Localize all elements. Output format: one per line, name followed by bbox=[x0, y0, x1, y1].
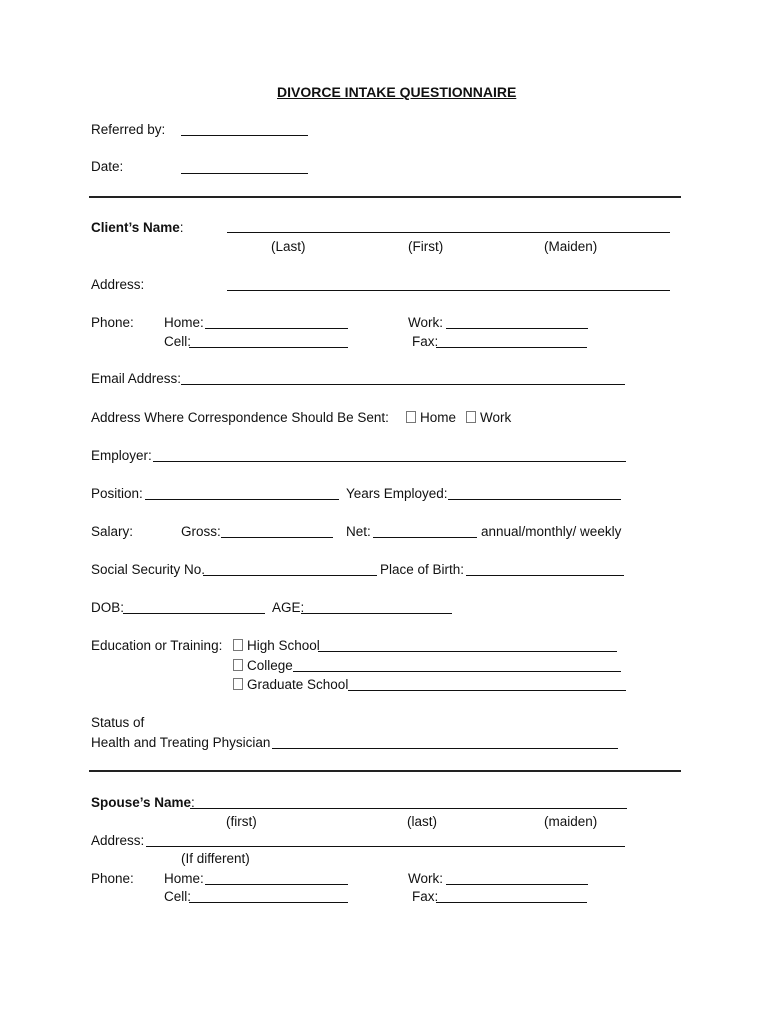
net-field[interactable] bbox=[373, 537, 477, 538]
graduate-school-field[interactable] bbox=[348, 690, 626, 691]
client-last-caption: (Last) bbox=[271, 239, 306, 254]
gross-label: Gross: bbox=[181, 524, 221, 539]
employer-field[interactable] bbox=[153, 461, 626, 462]
net-label: Net: bbox=[346, 524, 371, 539]
spouse-home-phone-field[interactable] bbox=[205, 884, 348, 885]
client-cell-field[interactable] bbox=[189, 347, 348, 348]
dob-field[interactable] bbox=[123, 613, 265, 614]
ssn-field[interactable] bbox=[203, 575, 377, 576]
referred-by-field[interactable] bbox=[181, 135, 308, 136]
age-field[interactable] bbox=[301, 613, 452, 614]
spouse-first-caption: (first) bbox=[226, 814, 257, 829]
ssn-label: Social Security No. bbox=[91, 562, 206, 577]
education-high-school-option[interactable]: High School bbox=[233, 638, 320, 654]
correspondence-work-option[interactable]: Work bbox=[466, 410, 511, 426]
spouse-last-caption: (last) bbox=[407, 814, 437, 829]
client-name-field[interactable] bbox=[227, 232, 670, 233]
education-label: Education or Training: bbox=[91, 638, 223, 653]
client-name-label: Client’s Name: bbox=[91, 220, 184, 235]
date-field[interactable] bbox=[181, 173, 308, 174]
salary-period-label: annual/monthly/ weekly bbox=[481, 524, 622, 539]
client-phone-label: Phone: bbox=[91, 315, 134, 330]
date-label: Date: bbox=[91, 159, 124, 174]
checkbox-icon[interactable] bbox=[406, 411, 416, 423]
client-maiden-caption: (Maiden) bbox=[544, 239, 598, 254]
email-field[interactable] bbox=[181, 384, 625, 385]
section-divider bbox=[89, 770, 681, 772]
spouse-cell-label: Cell: bbox=[164, 889, 192, 904]
correspondence-label: Address Where Correspondence Should Be Sent: bbox=[91, 410, 389, 425]
referred-by-label: Referred by: bbox=[91, 122, 166, 137]
client-address-label: Address: bbox=[91, 277, 145, 292]
age-label: AGE: bbox=[272, 600, 305, 615]
client-work-phone-field[interactable] bbox=[446, 328, 588, 329]
checkbox-icon[interactable] bbox=[233, 678, 243, 690]
spouse-name-field[interactable] bbox=[190, 808, 627, 809]
gross-field[interactable] bbox=[221, 537, 333, 538]
spouse-cell-field[interactable] bbox=[189, 902, 348, 903]
place-of-birth-field[interactable] bbox=[466, 575, 624, 576]
years-employed-label: Years Employed: bbox=[346, 486, 448, 501]
form-title: DIVORCE INTAKE QUESTIONNAIRE bbox=[277, 84, 517, 100]
spouse-maiden-caption: (maiden) bbox=[544, 814, 598, 829]
correspondence-home-option[interactable]: Home bbox=[406, 410, 456, 426]
salary-label: Salary: bbox=[91, 524, 134, 539]
spouse-fax-field[interactable] bbox=[436, 902, 587, 903]
client-home-phone-field[interactable] bbox=[205, 328, 348, 329]
client-cell-label: Cell: bbox=[164, 334, 192, 349]
education-college-option[interactable]: College bbox=[233, 658, 293, 674]
position-field[interactable] bbox=[145, 499, 339, 500]
client-address-field[interactable] bbox=[227, 290, 670, 291]
checkbox-icon[interactable] bbox=[233, 639, 243, 651]
client-first-caption: (First) bbox=[408, 239, 444, 254]
checkbox-icon[interactable] bbox=[233, 659, 243, 671]
dob-label: DOB: bbox=[91, 600, 125, 615]
years-employed-field[interactable] bbox=[448, 499, 621, 500]
high-school-field[interactable] bbox=[318, 651, 617, 652]
health-label: Health and Treating Physician bbox=[91, 735, 271, 750]
spouse-name-label: Spouse’s Name: bbox=[91, 795, 195, 810]
section-divider bbox=[89, 196, 681, 198]
spouse-address-field[interactable] bbox=[146, 846, 625, 847]
employer-label: Employer: bbox=[91, 448, 152, 463]
spouse-home-label: Home: bbox=[164, 871, 204, 886]
client-fax-label: Fax: bbox=[412, 334, 439, 349]
client-fax-field[interactable] bbox=[436, 347, 587, 348]
health-field[interactable] bbox=[272, 748, 618, 749]
spouse-work-phone-field[interactable] bbox=[446, 884, 588, 885]
position-label: Position: bbox=[91, 486, 143, 501]
place-of-birth-label: Place of Birth: bbox=[380, 562, 465, 577]
status-of-label: Status of bbox=[91, 715, 145, 730]
spouse-fax-label: Fax: bbox=[412, 889, 439, 904]
client-home-label: Home: bbox=[164, 315, 204, 330]
spouse-phone-label: Phone: bbox=[91, 871, 134, 886]
email-label: Email Address: bbox=[91, 371, 182, 386]
checkbox-icon[interactable] bbox=[466, 411, 476, 423]
education-graduate-option[interactable]: Graduate School bbox=[233, 677, 348, 693]
spouse-if-different-caption: (If different) bbox=[181, 851, 250, 866]
college-field[interactable] bbox=[293, 671, 621, 672]
spouse-work-label: Work: bbox=[408, 871, 444, 886]
spouse-address-label: Address: bbox=[91, 833, 145, 848]
client-work-label: Work: bbox=[408, 315, 444, 330]
